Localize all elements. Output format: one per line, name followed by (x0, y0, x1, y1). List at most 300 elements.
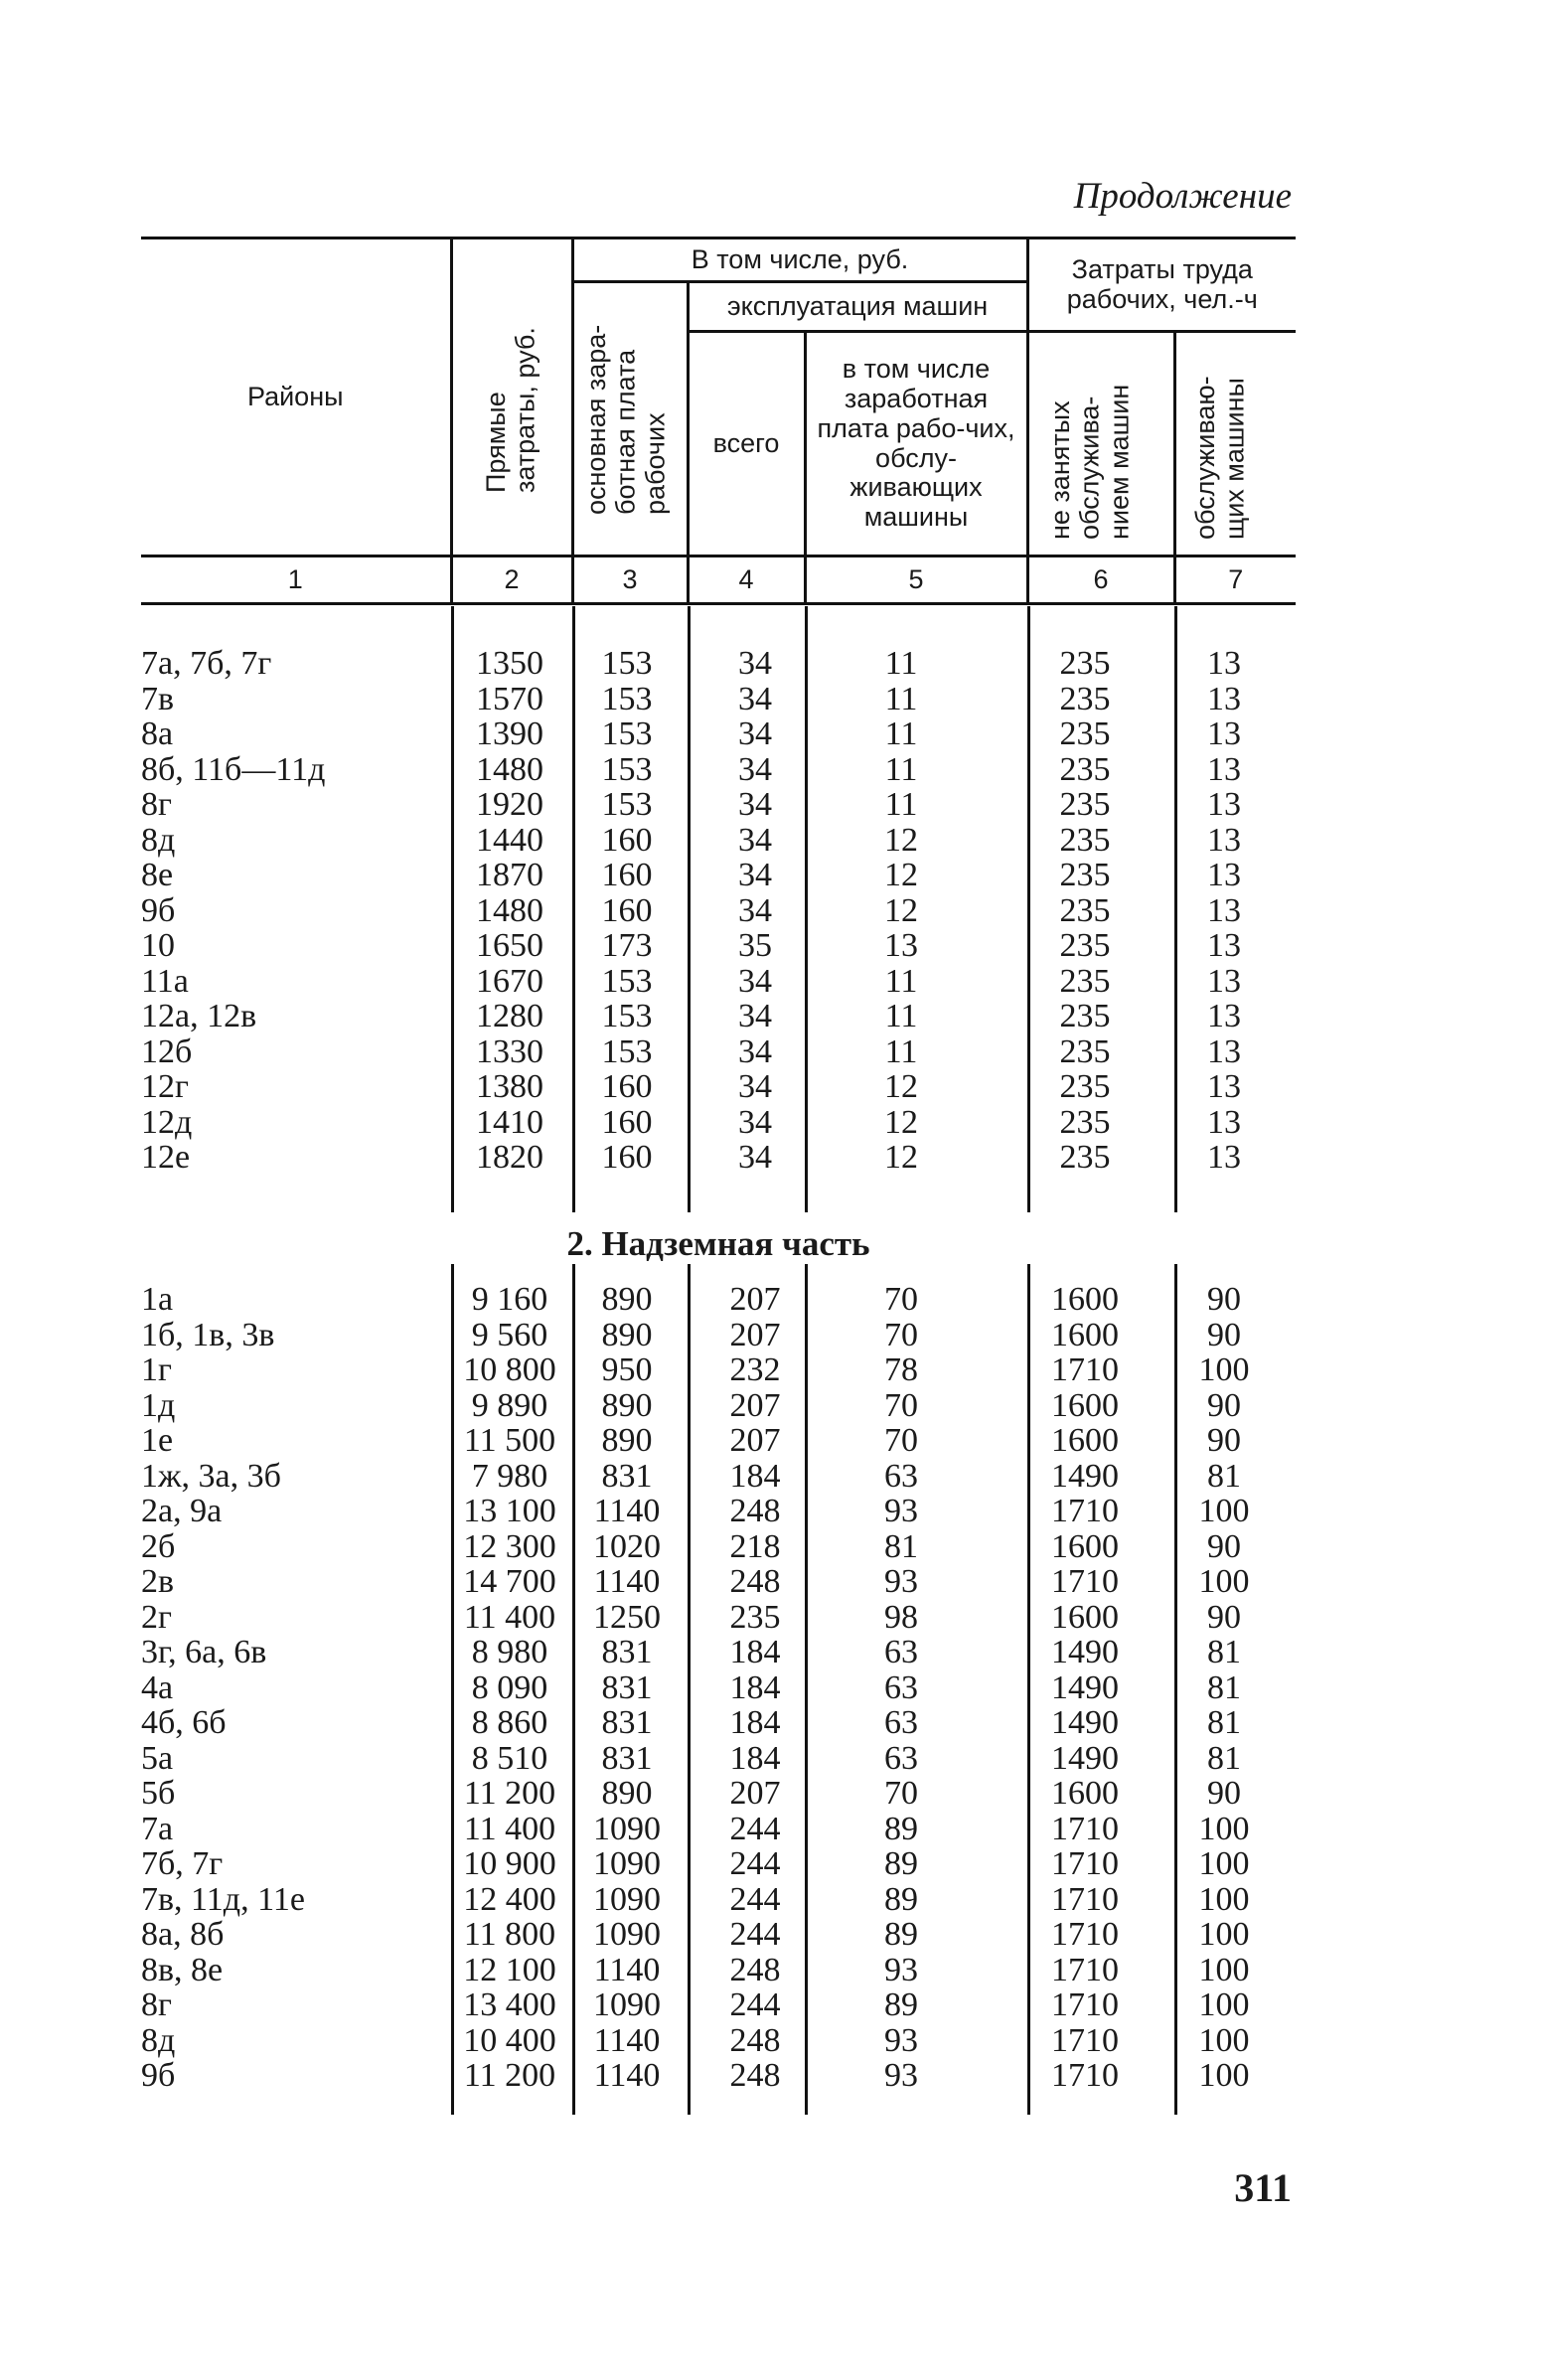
row-cell: 90 (1207, 1386, 1241, 1424)
table-row (141, 752, 1296, 788)
row-district: 2г (141, 1598, 172, 1636)
row-cell: 35 (738, 927, 772, 964)
table-row (141, 893, 1296, 929)
row-cell: 13 (1207, 750, 1241, 788)
row-cell: 1490 (1051, 1668, 1119, 1706)
row-cell: 184 (729, 1668, 781, 1706)
row-cell: 153 (601, 645, 653, 682)
row-cell: 11 (884, 786, 918, 823)
row-cell: 100 (1198, 1916, 1250, 1953)
table-row (141, 1705, 1296, 1741)
table-row (141, 1105, 1296, 1141)
row-cell: 100 (1198, 1563, 1250, 1600)
row-cell: 244 (729, 1845, 781, 1882)
row-cell: 34 (738, 750, 772, 788)
row-cell: 184 (729, 1457, 781, 1495)
row-cell: 184 (729, 1739, 781, 1777)
table-row (141, 1069, 1296, 1105)
table-row (141, 787, 1296, 823)
row-cell: 1710 (1051, 1986, 1119, 2023)
row-district: 12б (141, 1032, 193, 1070)
row-district: 2а, 9а (141, 1493, 223, 1529)
row-cell: 12 (884, 1139, 918, 1176)
table-row (141, 1140, 1296, 1176)
row-cell: 89 (884, 1810, 918, 1847)
row-cell: 100 (1198, 1845, 1250, 1882)
row-cell: 248 (729, 2021, 781, 2059)
table-row (141, 1529, 1296, 1565)
row-cell: 70 (884, 1281, 918, 1318)
row-cell: 831 (601, 1704, 653, 1741)
row-cell: 173 (601, 927, 653, 964)
row-cell: 1380 (476, 1068, 543, 1105)
row-cell: 93 (884, 1493, 918, 1529)
row-cell: 831 (601, 1739, 653, 1777)
row-cell: 1710 (1051, 1916, 1119, 1953)
row-cell: 93 (884, 2057, 918, 2094)
row-cell: 63 (884, 1739, 918, 1777)
row-cell: 81 (1207, 1457, 1241, 1495)
row-cell: 81 (1207, 1739, 1241, 1777)
row-cell: 11 200 (463, 1775, 556, 1812)
col-number-5: 5 (805, 556, 1027, 604)
row-cell: 8 090 (471, 1668, 548, 1706)
row-cell: 890 (601, 1386, 653, 1424)
row-cell: 9 560 (471, 1316, 548, 1353)
row-cell: 63 (884, 1704, 918, 1741)
row-cell: 244 (729, 1916, 781, 1953)
row-cell: 1710 (1051, 1845, 1119, 1882)
table-row (141, 1917, 1296, 1953)
header-col-1: Районы (141, 238, 451, 556)
table-row (141, 964, 1296, 1000)
row-cell: 11 (884, 715, 918, 752)
row-cell: 235 (1059, 821, 1111, 859)
row-cell: 235 (1059, 962, 1111, 1000)
row-cell: 1330 (476, 1032, 543, 1070)
table-body-part1 (141, 646, 1296, 1202)
row-cell: 1140 (593, 2021, 661, 2059)
row-cell: 235 (1059, 1103, 1111, 1141)
row-cell: 12 (884, 1103, 918, 1141)
row-cell: 1140 (593, 1493, 661, 1529)
row-cell: 235 (1059, 786, 1111, 823)
row-cell: 160 (601, 1103, 653, 1141)
row-cell: 235 (1059, 680, 1111, 717)
row-district: 8г (141, 786, 172, 823)
row-district: 7а (141, 1810, 174, 1847)
row-cell: 90 (1207, 1316, 1241, 1353)
row-cell: 11 200 (463, 2057, 556, 2094)
row-cell: 831 (601, 1668, 653, 1706)
row-cell: 13 (1207, 821, 1241, 859)
row-cell: 1710 (1051, 2057, 1119, 2094)
row-cell: 11 500 (463, 1422, 556, 1459)
row-district: 7а, 7б, 7г (141, 645, 272, 682)
row-cell: 81 (1207, 1704, 1241, 1741)
row-cell: 93 (884, 2021, 918, 2059)
col-number-6: 6 (1027, 556, 1174, 604)
row-cell: 63 (884, 1457, 918, 1495)
row-cell: 160 (601, 891, 653, 929)
row-cell: 12 100 (463, 1951, 556, 1988)
row-cell: 90 (1207, 1422, 1241, 1459)
row-cell: 34 (738, 857, 772, 893)
table-row (141, 1812, 1296, 1847)
row-cell: 1020 (593, 1527, 661, 1565)
row-cell: 235 (729, 1598, 781, 1636)
table-row (141, 858, 1296, 893)
table-row (141, 1034, 1296, 1070)
row-cell: 9 160 (471, 1281, 548, 1318)
row-cell: 235 (1059, 1139, 1111, 1176)
row-district: 8б, 11б—11д (141, 750, 326, 788)
row-cell: 63 (884, 1634, 918, 1670)
table-row (141, 682, 1296, 717)
row-cell: 34 (738, 962, 772, 1000)
row-cell: 1670 (476, 962, 543, 1000)
header-group-exploit: эксплуатация машин (688, 282, 1027, 332)
row-cell: 1600 (1051, 1386, 1119, 1424)
row-district: 8е (141, 857, 174, 893)
row-cell: 235 (1059, 1032, 1111, 1070)
row-district: 11а (141, 962, 189, 1000)
table-row (141, 1494, 1296, 1529)
row-cell: 13 100 (463, 1493, 556, 1529)
row-district: 1г (141, 1351, 172, 1388)
row-cell: 1710 (1051, 1493, 1119, 1529)
row-cell: 12 (884, 1068, 918, 1105)
row-cell: 34 (738, 998, 772, 1034)
table-row (141, 1459, 1296, 1495)
row-cell: 70 (884, 1422, 918, 1459)
row-cell: 10 900 (463, 1845, 556, 1882)
row-cell: 1090 (593, 1916, 661, 1953)
table-row (141, 1318, 1296, 1353)
row-cell: 1600 (1051, 1775, 1119, 1812)
row-cell: 13 (1207, 715, 1241, 752)
row-cell: 98 (884, 1598, 918, 1636)
table-row (141, 1741, 1296, 1777)
row-cell: 34 (738, 1139, 772, 1176)
row-cell: 100 (1198, 1351, 1250, 1388)
row-cell: 90 (1207, 1281, 1241, 1318)
row-cell: 160 (601, 821, 653, 859)
row-cell: 13 (1207, 857, 1241, 893)
row-cell: 160 (601, 1068, 653, 1105)
row-cell: 248 (729, 1563, 781, 1600)
header-group-labor: Затраты труда рабочих, чел.-ч (1027, 238, 1296, 332)
row-cell: 1140 (593, 1563, 661, 1600)
row-cell: 1570 (476, 680, 543, 717)
row-cell: 1710 (1051, 1880, 1119, 1918)
section-2-heading (141, 1224, 1296, 1284)
row-cell: 34 (738, 1068, 772, 1105)
row-district: 7в (141, 680, 175, 717)
table-row (141, 1352, 1296, 1388)
row-district: 5б (141, 1775, 176, 1812)
row-cell: 184 (729, 1634, 781, 1670)
row-cell: 11 (884, 1032, 918, 1070)
row-cell: 235 (1059, 927, 1111, 964)
row-cell: 1090 (593, 1880, 661, 1918)
row-cell: 11 400 (463, 1810, 556, 1847)
row-cell: 207 (729, 1422, 781, 1459)
table-row (141, 1882, 1296, 1918)
row-cell: 11 (884, 962, 918, 1000)
row-cell: 207 (729, 1775, 781, 1812)
row-cell: 70 (884, 1316, 918, 1353)
row-district: 12е (141, 1139, 191, 1176)
row-cell: 1820 (476, 1139, 543, 1176)
row-cell: 100 (1198, 1880, 1250, 1918)
row-cell: 1710 (1051, 1810, 1119, 1847)
row-cell: 63 (884, 1668, 918, 1706)
row-cell: 34 (738, 821, 772, 859)
row-cell: 153 (601, 962, 653, 1000)
row-cell: 235 (1059, 891, 1111, 929)
row-cell: 8 510 (471, 1739, 548, 1777)
row-cell: 207 (729, 1281, 781, 1318)
row-cell: 81 (1207, 1668, 1241, 1706)
row-cell: 100 (1198, 2057, 1250, 2094)
row-cell: 89 (884, 1845, 918, 1882)
table-row (141, 716, 1296, 752)
row-cell: 90 (1207, 1527, 1241, 1565)
col-number-4: 4 (688, 556, 805, 604)
col-number-7: 7 (1174, 556, 1296, 604)
table-row (141, 646, 1296, 682)
table-row (141, 1987, 1296, 2023)
row-cell: 14 700 (463, 1563, 556, 1600)
row-cell: 831 (601, 1457, 653, 1495)
row-district: 9б (141, 891, 176, 929)
row-cell: 1410 (476, 1103, 543, 1141)
row-district: 1б, 1в, 3в (141, 1316, 275, 1353)
row-cell: 10 800 (463, 1351, 556, 1388)
row-cell: 1710 (1051, 1951, 1119, 1988)
header-col-6: не занятых обслужива-нием машин (1027, 332, 1174, 556)
row-cell: 244 (729, 1880, 781, 1918)
table-row (141, 1423, 1296, 1459)
row-cell: 153 (601, 1032, 653, 1070)
row-cell: 13 (1207, 1103, 1241, 1141)
row-cell: 1480 (476, 891, 543, 929)
row-cell: 1250 (593, 1598, 661, 1636)
row-cell: 153 (601, 998, 653, 1034)
row-district: 9б (141, 2057, 176, 2094)
table-row (141, 1846, 1296, 1882)
table-row (141, 1953, 1296, 1988)
row-district: 10 (141, 927, 175, 964)
row-district: 3г, 6а, 6в (141, 1634, 267, 1670)
row-cell: 11 (884, 680, 918, 717)
row-cell: 1870 (476, 857, 543, 893)
row-cell: 890 (601, 1775, 653, 1812)
col-number-2: 2 (451, 556, 572, 604)
row-cell: 70 (884, 1386, 918, 1424)
row-cell: 207 (729, 1386, 781, 1424)
row-cell: 100 (1198, 2021, 1250, 2059)
row-cell: 244 (729, 1810, 781, 1847)
row-cell: 153 (601, 750, 653, 788)
row-cell: 153 (601, 715, 653, 752)
header-col-2: Прямые затраты, руб. (451, 238, 572, 556)
row-cell: 1390 (476, 715, 543, 752)
row-cell: 93 (884, 1563, 918, 1600)
row-cell: 153 (601, 680, 653, 717)
row-cell: 13 (1207, 680, 1241, 717)
row-cell: 890 (601, 1281, 653, 1318)
row-cell: 248 (729, 2057, 781, 2094)
row-cell: 34 (738, 1103, 772, 1141)
table-header (141, 237, 1296, 605)
row-cell: 12 300 (463, 1527, 556, 1565)
row-cell: 235 (1059, 998, 1111, 1034)
row-district: 8д (141, 821, 176, 859)
row-cell: 13 (1207, 927, 1241, 964)
row-cell: 11 (884, 998, 918, 1034)
row-cell: 34 (738, 786, 772, 823)
row-district: 12д (141, 1103, 193, 1141)
row-cell: 1090 (593, 1810, 661, 1847)
row-cell: 89 (884, 1880, 918, 1918)
row-district: 8в, 8е (141, 1951, 224, 1988)
row-cell: 1600 (1051, 1281, 1119, 1318)
row-cell: 93 (884, 1951, 918, 1988)
row-cell: 13 (884, 927, 918, 964)
row-cell: 100 (1198, 1493, 1250, 1529)
row-cell: 1710 (1051, 1351, 1119, 1388)
row-cell: 1600 (1051, 1527, 1119, 1565)
row-cell: 13 (1207, 998, 1241, 1034)
row-cell: 8 980 (471, 1634, 548, 1670)
header-col-7: обслуживаю-щих машины (1174, 332, 1296, 556)
header-col-5: в том числе заработная плата рабо-чих, обслу-живающих машины (805, 332, 1027, 556)
section-2-title: 2. Надземная часть (566, 1224, 870, 1263)
row-cell: 34 (738, 891, 772, 929)
row-district: 8г (141, 1986, 172, 2023)
row-cell: 7 980 (471, 1457, 548, 1495)
row-cell: 1140 (593, 1951, 661, 1988)
row-district: 7в, 11д, 11е (141, 1880, 305, 1918)
col-number-1: 1 (141, 556, 451, 604)
row-cell: 1710 (1051, 1563, 1119, 1600)
table-row (141, 999, 1296, 1034)
row-cell: 13 400 (463, 1986, 556, 2023)
row-cell: 153 (601, 786, 653, 823)
row-district: 7б, 7г (141, 1845, 224, 1882)
row-cell: 90 (1207, 1598, 1241, 1636)
row-cell: 13 (1207, 1139, 1241, 1176)
table-row (141, 2023, 1296, 2059)
row-district: 1д (141, 1386, 176, 1424)
row-cell: 831 (601, 1634, 653, 1670)
table-row (141, 2058, 1296, 2094)
row-cell: 100 (1198, 1951, 1250, 1988)
row-cell: 11 (884, 750, 918, 788)
row-cell: 235 (1059, 715, 1111, 752)
header-group-incl: В том числе, руб. (572, 238, 1027, 282)
row-cell: 1600 (1051, 1422, 1119, 1459)
row-district: 5а (141, 1739, 174, 1777)
row-cell: 13 (1207, 891, 1241, 929)
row-cell: 13 (1207, 645, 1241, 682)
row-cell: 1920 (476, 786, 543, 823)
table-row (141, 1600, 1296, 1636)
row-cell: 1280 (476, 998, 543, 1034)
row-cell: 890 (601, 1316, 653, 1353)
row-cell: 34 (738, 645, 772, 682)
row-district: 1е (141, 1422, 174, 1459)
row-cell: 184 (729, 1704, 781, 1741)
row-cell: 12 (884, 857, 918, 893)
row-cell: 11 400 (463, 1598, 556, 1636)
row-cell: 70 (884, 1775, 918, 1812)
row-cell: 248 (729, 1951, 781, 1988)
row-district: 2в (141, 1563, 175, 1600)
row-cell: 160 (601, 1139, 653, 1176)
row-district: 1ж, 3а, 3б (141, 1457, 281, 1495)
continuation-label: Продолжение (1073, 176, 1292, 217)
col-number-3: 3 (572, 556, 688, 604)
row-cell: 235 (1059, 857, 1111, 893)
row-cell: 1600 (1051, 1598, 1119, 1636)
row-cell: 13 (1207, 1032, 1241, 1070)
row-cell: 12 400 (463, 1880, 556, 1918)
row-cell: 1600 (1051, 1316, 1119, 1353)
row-cell: 218 (729, 1527, 781, 1565)
row-cell: 13 (1207, 786, 1241, 823)
row-district: 2б (141, 1527, 176, 1565)
row-cell: 160 (601, 857, 653, 893)
row-cell: 1090 (593, 1845, 661, 1882)
row-cell: 78 (884, 1351, 918, 1388)
row-cell: 100 (1198, 1986, 1250, 2023)
row-cell: 235 (1059, 645, 1111, 682)
row-cell: 34 (738, 680, 772, 717)
row-district: 8а (141, 715, 174, 752)
row-cell: 1440 (476, 821, 543, 859)
row-cell: 13 (1207, 1068, 1241, 1105)
row-district: 4б, 6б (141, 1704, 227, 1741)
row-cell: 235 (1059, 1068, 1111, 1105)
page-number: 311 (1234, 2165, 1292, 2210)
row-cell: 34 (738, 1032, 772, 1070)
table-row (141, 1282, 1296, 1318)
row-district: 12г (141, 1068, 189, 1105)
row-cell: 81 (884, 1527, 918, 1565)
row-cell: 1480 (476, 750, 543, 788)
row-cell: 12 (884, 891, 918, 929)
row-cell: 100 (1198, 1810, 1250, 1847)
row-cell: 1490 (1051, 1739, 1119, 1777)
row-district: 8а, 8б (141, 1916, 225, 1953)
table-row (141, 1635, 1296, 1670)
row-cell: 11 (884, 645, 918, 682)
row-cell: 1490 (1051, 1704, 1119, 1741)
row-district: 4а (141, 1668, 174, 1706)
row-cell: 1140 (593, 2057, 661, 2094)
row-cell: 1090 (593, 1986, 661, 2023)
row-cell: 1490 (1051, 1457, 1119, 1495)
row-cell: 1490 (1051, 1634, 1119, 1670)
row-district: 1а (141, 1281, 174, 1318)
row-cell: 207 (729, 1316, 781, 1353)
row-cell: 1350 (476, 645, 543, 682)
table-row (141, 823, 1296, 859)
row-cell: 950 (601, 1351, 653, 1388)
